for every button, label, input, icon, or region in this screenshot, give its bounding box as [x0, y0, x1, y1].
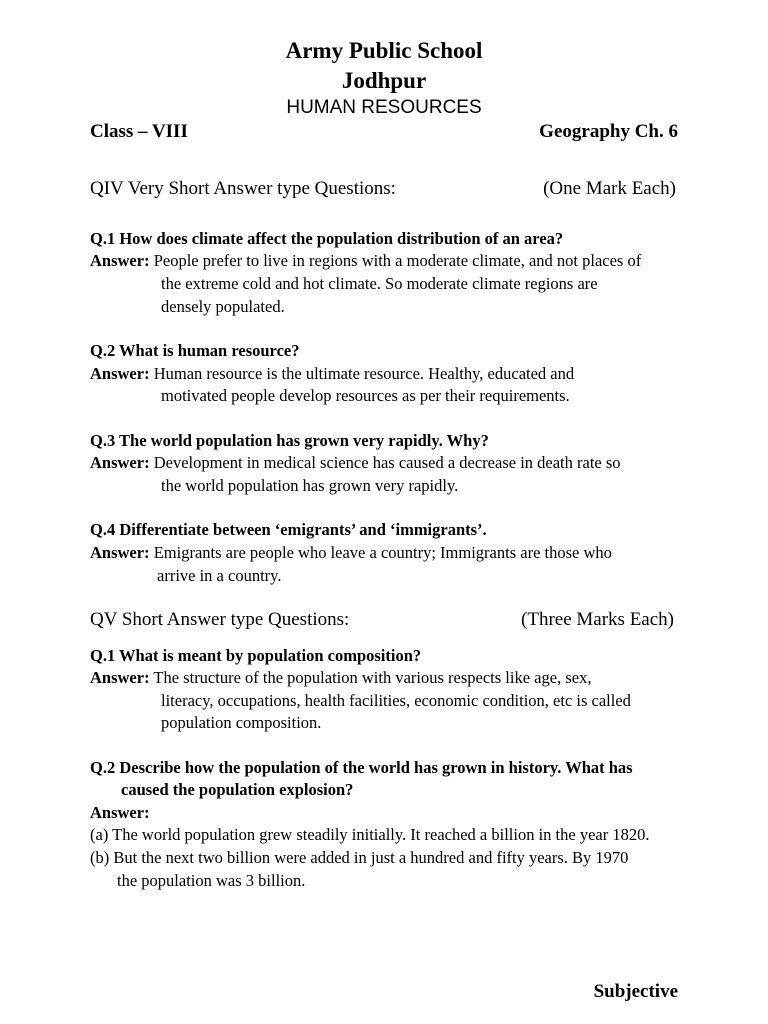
question-v-1: Q.1 What is meant by population composition? [90, 646, 422, 665]
answer-label: Answer: [90, 668, 150, 687]
answer-label: Answer: [90, 453, 150, 472]
answer-label: Answer: [90, 364, 150, 383]
question-iv-2: Q.2 What is human resource? [90, 341, 300, 360]
answer-label: Answer: [90, 543, 150, 562]
subject-label: Geography Ch. 6 [539, 121, 678, 142]
answer-v-2-line-3: the population was 3 billion. [117, 871, 306, 890]
answer-v-2-label: Answer: [90, 803, 150, 822]
answer-iv-1-line-1: Answer: People prefer to live in regions with a moderate climate, and not places of [90, 251, 642, 270]
question-iv-3: Q.3 The world population has grown very rapidly. Why? [90, 431, 489, 450]
section-v-heading: QV Short Answer type Questions: [90, 609, 350, 630]
question-iv-1: Q.1 How does climate affect the population distribution of an area? [90, 229, 564, 248]
question-v-2-line-1: Q.2 Describe how the population of the world has grown in history. What has [90, 758, 633, 777]
school-name: Army Public School [285, 38, 483, 63]
chapter-topic: HUMAN RESOURCES [286, 97, 482, 118]
answer-iv-2-line-2: motivated people develop resources as per their requirements. [161, 386, 570, 405]
section-iv-heading: QIV Very Short Answer type Questions: [90, 178, 396, 199]
answer-iv-1-line-2: the extreme cold and hot climate. So moderate climate regions are [161, 274, 598, 293]
answer-v-1-line-1: Answer: The structure of the population with various respects like age, sex, [90, 668, 592, 687]
answer-v-2-line-1: (a) The world population grew steadily initially. It reached a billion in the year 1820. [90, 825, 650, 844]
section-v-marks: (Three Marks Each) [521, 609, 674, 630]
footer-label: Subjective [593, 981, 678, 1002]
question-iv-4: Q.4 Differentiate between ‘emigrants’ and ‘immigrants’. [90, 520, 487, 539]
answer-iv-4-line-2: arrive in a country. [157, 566, 282, 585]
answer-label: Answer: [90, 251, 150, 270]
section-iv-marks: (One Mark Each) [543, 178, 676, 199]
answer-v-1-line-2: literacy, occupations, health facilities, economic condition, etc is called [161, 691, 631, 710]
answer-iv-3-line-1: Answer: Development in medical science has caused a decrease in death rate so [90, 453, 621, 472]
school-city: Jodhpur [341, 68, 427, 93]
answer-iv-1-line-3: densely populated. [161, 297, 285, 316]
question-v-2-line-2: caused the population explosion? [121, 780, 354, 799]
answer-v-2-line-2: (b) But the next two billion were added in just a hundred and fifty years. By 1970 [90, 848, 629, 867]
class-label: Class – VIII [90, 121, 188, 142]
answer-iv-3-line-2: the world population has grown very rapidly. [161, 476, 459, 495]
answer-v-1-line-3: population composition. [161, 713, 322, 732]
answer-iv-4-line-1: Answer: Emigrants are people who leave a country; Immigrants are those who [90, 543, 612, 562]
answer-iv-2-line-1: Answer: Human resource is the ultimate resource. Healthy, educated and [90, 364, 575, 383]
